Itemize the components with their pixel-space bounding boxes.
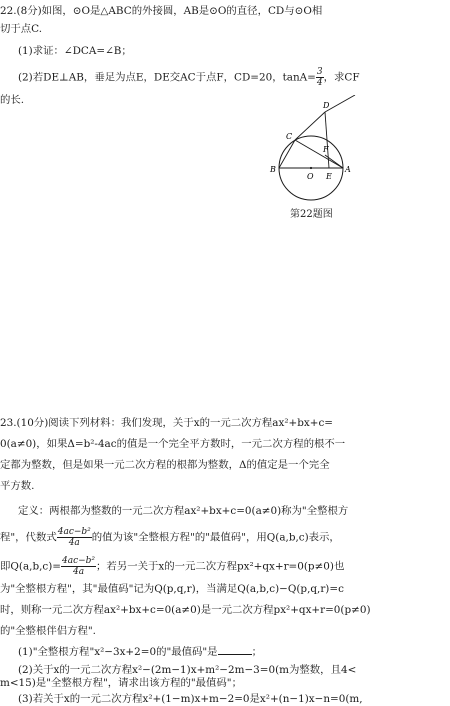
q23-def2 [0, 527, 340, 548]
q22-line1: 22.(8分)如图，⊙O是△ABC的外接圆，AB是⊙O的直径，CD与⊙O相 [0, 5, 323, 17]
label-c: C [286, 132, 293, 141]
def2-fraction [57, 527, 92, 548]
q22-line2: 切于点C. [0, 23, 43, 35]
q23-part1-text-a: (1)"全整根方程"x²−3x+2=0的"最值码"是 [18, 646, 218, 658]
q23-part1-text-b: ； [251, 646, 262, 658]
segment-fa [325, 155, 343, 168]
segment-ca [295, 140, 343, 168]
label-e: E [326, 172, 332, 181]
q23-part2-line2: m<15)是"全整根方程"，请求出该方程的"最值码"； [0, 677, 242, 689]
q23-def2-text-b: 的值为该"全整根方程"的"最值码"，用Q(a,b,c)表示， [91, 531, 340, 544]
q23-line2: 0(a≠0)，如果Δ=b²-4ac的值是一个完全平方数时，一元二次方程的根不一 [0, 438, 346, 450]
label-a: A [345, 165, 351, 174]
q23-def3 [0, 556, 344, 577]
q22-part2 [18, 67, 360, 88]
q23-part2-line1: (2)关于x的一元二次方程x²−(2m−1)x+m²−2m−3=0(m为整数，且4< [18, 664, 357, 676]
q22-part2-text-a: (2)若DE⊥AB，垂足为点E，DE交AC于点F，CD=20，tanA= [18, 71, 316, 84]
def3-fraction [61, 556, 96, 577]
q23-def4: 为"全整根方程"，其"最值码"记为Q(p,q,r)，当满足Q(a,b,c)−Q(p,q,r)=c [0, 583, 344, 595]
label-b: B [270, 165, 276, 174]
label-o: O [307, 172, 314, 181]
def2-denominator: 4a [68, 538, 80, 548]
q23-def3-text-b: ；若另一关于x的一元二次方程px²+qx+r=0(p≠0)也 [96, 560, 345, 573]
q22-part2-text-b: ，求CF [323, 71, 360, 84]
tan-numerator: 3 [316, 67, 323, 77]
tan-denominator: 4 [316, 78, 323, 88]
q23-part3: (3)若关于x的一元二次方程x²+(1−m)x+m−2=0是x²+(n−1)x−n=0(m, [18, 693, 363, 705]
label-f: F [323, 145, 329, 154]
answer-blank[interactable] [218, 654, 252, 655]
segment-bc [279, 140, 295, 168]
q23-def3-text-a: 即Q(a,b,c)= [0, 560, 61, 573]
q22-line5: 的长. [0, 94, 25, 106]
label-d: D [323, 101, 330, 110]
center-o-dot [310, 167, 312, 169]
q23-line1: 23.(10分)阅读下列材料：我们发现，关于x的一元二次方程ax²+bx+c= [0, 417, 333, 429]
tan-fraction [316, 67, 324, 88]
q23-def5: 时，则称一元二次方程ax²+bx+c=0(a≠0)是一元二次方程px²+qx+r=0(p≠0) [0, 604, 371, 616]
q22-part1: (1)求证：∠DCA=∠B； [18, 45, 132, 57]
q23-part1 [18, 645, 262, 659]
q23-line4: 平方数. [0, 480, 35, 492]
def3-denominator: 4a [72, 567, 85, 577]
def2-numerator: 4ac−b² [57, 527, 91, 537]
q23-def1: 定义：两根都为整数的一元二次方程ax²+bx+c=0(a≠0)称为"全整根方 [18, 505, 349, 517]
figure-caption: 第22题图 [290, 209, 333, 220]
q23-def6: 的"全整根伴侣方程". [0, 625, 96, 637]
q23-line3: 定都为整数，但是如果一元二次方程的根都为整数，Δ的值定是一个完全 [0, 459, 330, 471]
segment-da-extension [325, 95, 355, 112]
def3-numerator: 4ac−b² [62, 556, 96, 566]
q22-geometry-figure [265, 95, 365, 205]
q23-def2-text-a: 程"，代数式 [0, 531, 57, 544]
